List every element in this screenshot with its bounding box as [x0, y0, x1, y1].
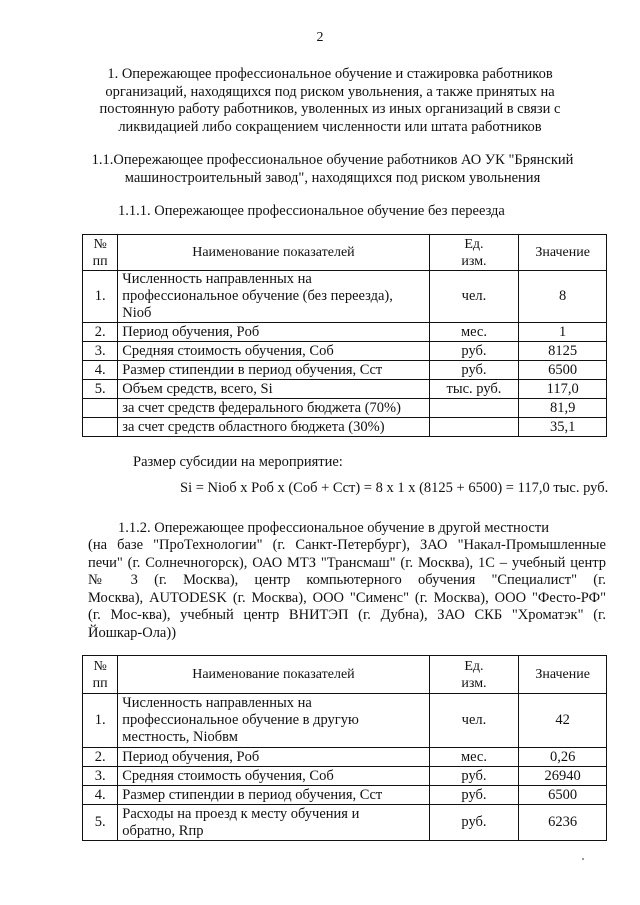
table-row: 3. Средняя стоимость обучения, Cоб руб. 26940 — [83, 767, 607, 786]
table-row: 5. Объем средств, всего, Si тыс. руб. 117,0 — [83, 380, 607, 399]
heading-line: машиностроительный завод", находящихся под риском увольнения — [124, 169, 541, 186]
header-num: № пп — [83, 656, 118, 694]
heading-line: постоянную работу работников, уволенных из иных организаций в связи с — [99, 101, 561, 117]
header-unit: Ед. изм. — [429, 656, 519, 694]
table-header-row — [83, 656, 607, 694]
section-heading-1-1-2: 1.1.2. Опережающее профессиональное обучение в другой местности — [118, 520, 549, 536]
page-number: 2 — [316, 30, 324, 45]
table-row: за счет средств федерального бюджета (70%) 81,9 — [83, 399, 607, 418]
table-row: 1. Численность направленных на профессиональное обучение в другую местность, Nioбвм чел. 42 — [83, 694, 607, 748]
table-row: 5. Расходы на проезд к месту обучения и обратно, Rпр руб. 6236 — [83, 805, 607, 841]
heading-line: ликвидацией либо сокращением численности или штата работников — [118, 118, 542, 135]
header-value: Значение — [519, 235, 607, 271]
scan-speck — [582, 858, 584, 860]
subsidy-label: Размер субсидии на мероприятие: — [133, 454, 343, 470]
section-heading-1-1 — [70, 152, 595, 187]
training-locations-paragraph: (на базе "ПроТехнологии" (г. Санкт-Петербург), ЗАО "Накал-Промышленные печи" (г. Солнечногорск), ОАО МТЗ "Трансмаш" (г. Москва), 1С – учебный центр № 3 (г. Москва), центр компьютерного обучения "Специалист" (г. Москва), AUTODESK (г. Москва), ООО "Сименс" (г. Москва), ООО "Фесто-РФ" (г. Мос-ква), учебный центр ВНИТЭП (г. Дубна), ЗАО СКБ "Хроматэк" (г. Йошкар-Ола)) — [88, 537, 606, 641]
table-row: 4. Размер стипендии в период обучения, Cст руб. 6500 — [83, 786, 607, 805]
table-row: 3. Средняя стоимость обучения, Cоб руб. 8125 — [83, 342, 607, 361]
heading-line: организаций, находящихся под риском увольнения, а также принятых на — [105, 83, 555, 100]
table-row: 4. Размер стипендии в период обучения, Cст руб. 6500 — [83, 361, 607, 380]
indicators-table-1 — [82, 234, 607, 437]
header-num: № пп — [83, 235, 118, 271]
table-header-row — [83, 235, 607, 271]
section-heading-1 — [60, 66, 600, 136]
table-row: 2. Период обучения, Pоб мес. 0,26 — [83, 748, 607, 767]
heading-line: 1. Опережающее профессиональное обучение и стажировка работников — [107, 66, 553, 82]
header-unit: Ед. изм. — [429, 235, 519, 271]
header-name: Наименование показателей — [118, 235, 429, 271]
header-name: Наименование показателей — [118, 656, 429, 694]
table-row: 1. Численность направленных на профессиональное обучение (без переезда), Nioб чел. 8 — [83, 271, 607, 323]
indicators-table-2 — [82, 655, 607, 841]
table-row: за счет средств областного бюджета (30%) 35,1 — [83, 418, 607, 437]
subsidy-formula: Si = Nioб x Pоб x (Cоб + Cст) = 8 x 1 x (8125 + 6500) = 117,0 тыс. руб. — [180, 480, 609, 496]
header-value: Значение — [519, 656, 607, 694]
table-row: 2. Период обучения, Pоб мес. 1 — [83, 323, 607, 342]
section-heading-1-1-1: 1.1.1. Опережающее профессиональное обучение без переезда — [118, 203, 505, 219]
heading-line: 1.1.Опережающее профессиональное обучение работников АО УК "Брянский — [91, 152, 574, 168]
